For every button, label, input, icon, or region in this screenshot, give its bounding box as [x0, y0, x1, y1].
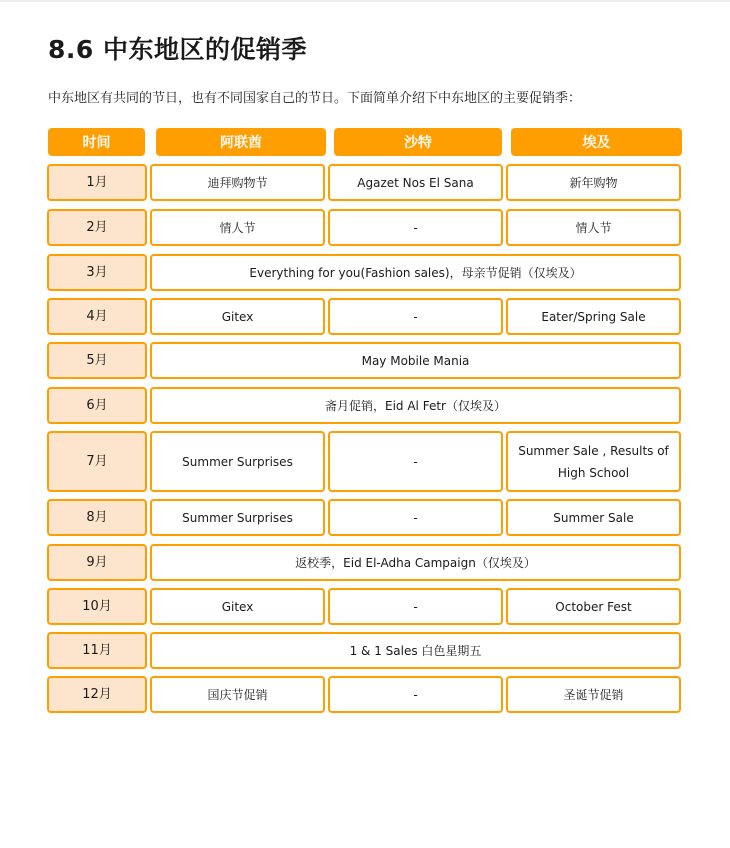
intro-text: 中东地区有共同的节日，也有不同国家自己的节日。下面简单介绍下中东地区的主要促销季：	[48, 91, 582, 106]
month-cell: 2月	[47, 209, 147, 246]
saudi-promo-cell: -	[328, 298, 503, 335]
saudi-promo-cell: -	[328, 431, 503, 492]
egypt-promo-cell: Summer Sale , Results of High School	[506, 431, 681, 492]
month-cell: 12月	[47, 676, 147, 713]
month-cell: 6月	[47, 387, 147, 424]
month-cell: 4月	[47, 298, 147, 335]
saudi-promo-cell: Agazet Nos El Sana	[328, 164, 503, 201]
header-saudi: 沙特	[334, 128, 502, 156]
egypt-promo-cell: 圣诞节促销	[506, 676, 681, 713]
month-cell: 11月	[47, 632, 147, 669]
uae-promo-cell: 迪拜购物节	[150, 164, 325, 201]
saudi-promo-cell: -	[328, 499, 503, 536]
egypt-promo-cell: October Fest	[506, 588, 681, 625]
egypt-promo-cell: Eater/Spring Sale	[506, 298, 681, 335]
merged-promo-cell: 返校季，Eid El-Adha Campaign（仅埃及）	[150, 544, 681, 581]
saudi-promo-cell: -	[328, 209, 503, 246]
saudi-promo-cell: -	[328, 588, 503, 625]
month-cell: 5月	[47, 342, 147, 379]
top-divider	[0, 0, 730, 2]
merged-promo-cell: May Mobile Mania	[150, 342, 681, 379]
month-cell: 3月	[47, 254, 147, 291]
month-cell: 1月	[47, 164, 147, 201]
uae-promo-cell: Gitex	[150, 298, 325, 335]
page-title: 8.6 中东地区的促销季	[48, 35, 307, 64]
egypt-promo-cell: Summer Sale	[506, 499, 681, 536]
month-cell: 10月	[47, 588, 147, 625]
uae-promo-cell: Summer Surprises	[150, 431, 325, 492]
uae-promo-cell: 情人节	[150, 209, 325, 246]
egypt-promo-cell: 情人节	[506, 209, 681, 246]
month-cell: 8月	[47, 499, 147, 536]
header-time: 时间	[48, 128, 145, 156]
merged-promo-cell: 1 & 1 Sales 白色星期五	[150, 632, 681, 669]
month-cell: 9月	[47, 544, 147, 581]
uae-promo-cell: 国庆节促销	[150, 676, 325, 713]
header-uae: 阿联酋	[156, 128, 326, 156]
saudi-promo-cell: -	[328, 676, 503, 713]
uae-promo-cell: Gitex	[150, 588, 325, 625]
merged-promo-cell: 斋月促销，Eid Al Fetr（仅埃及）	[150, 387, 681, 424]
header-egypt: 埃及	[511, 128, 682, 156]
merged-promo-cell: Everything for you(Fashion sales)，母亲节促销（仅埃及）	[150, 254, 681, 291]
egypt-promo-cell: 新年购物	[506, 164, 681, 201]
uae-promo-cell: Summer Surprises	[150, 499, 325, 536]
month-cell: 7月	[47, 431, 147, 492]
